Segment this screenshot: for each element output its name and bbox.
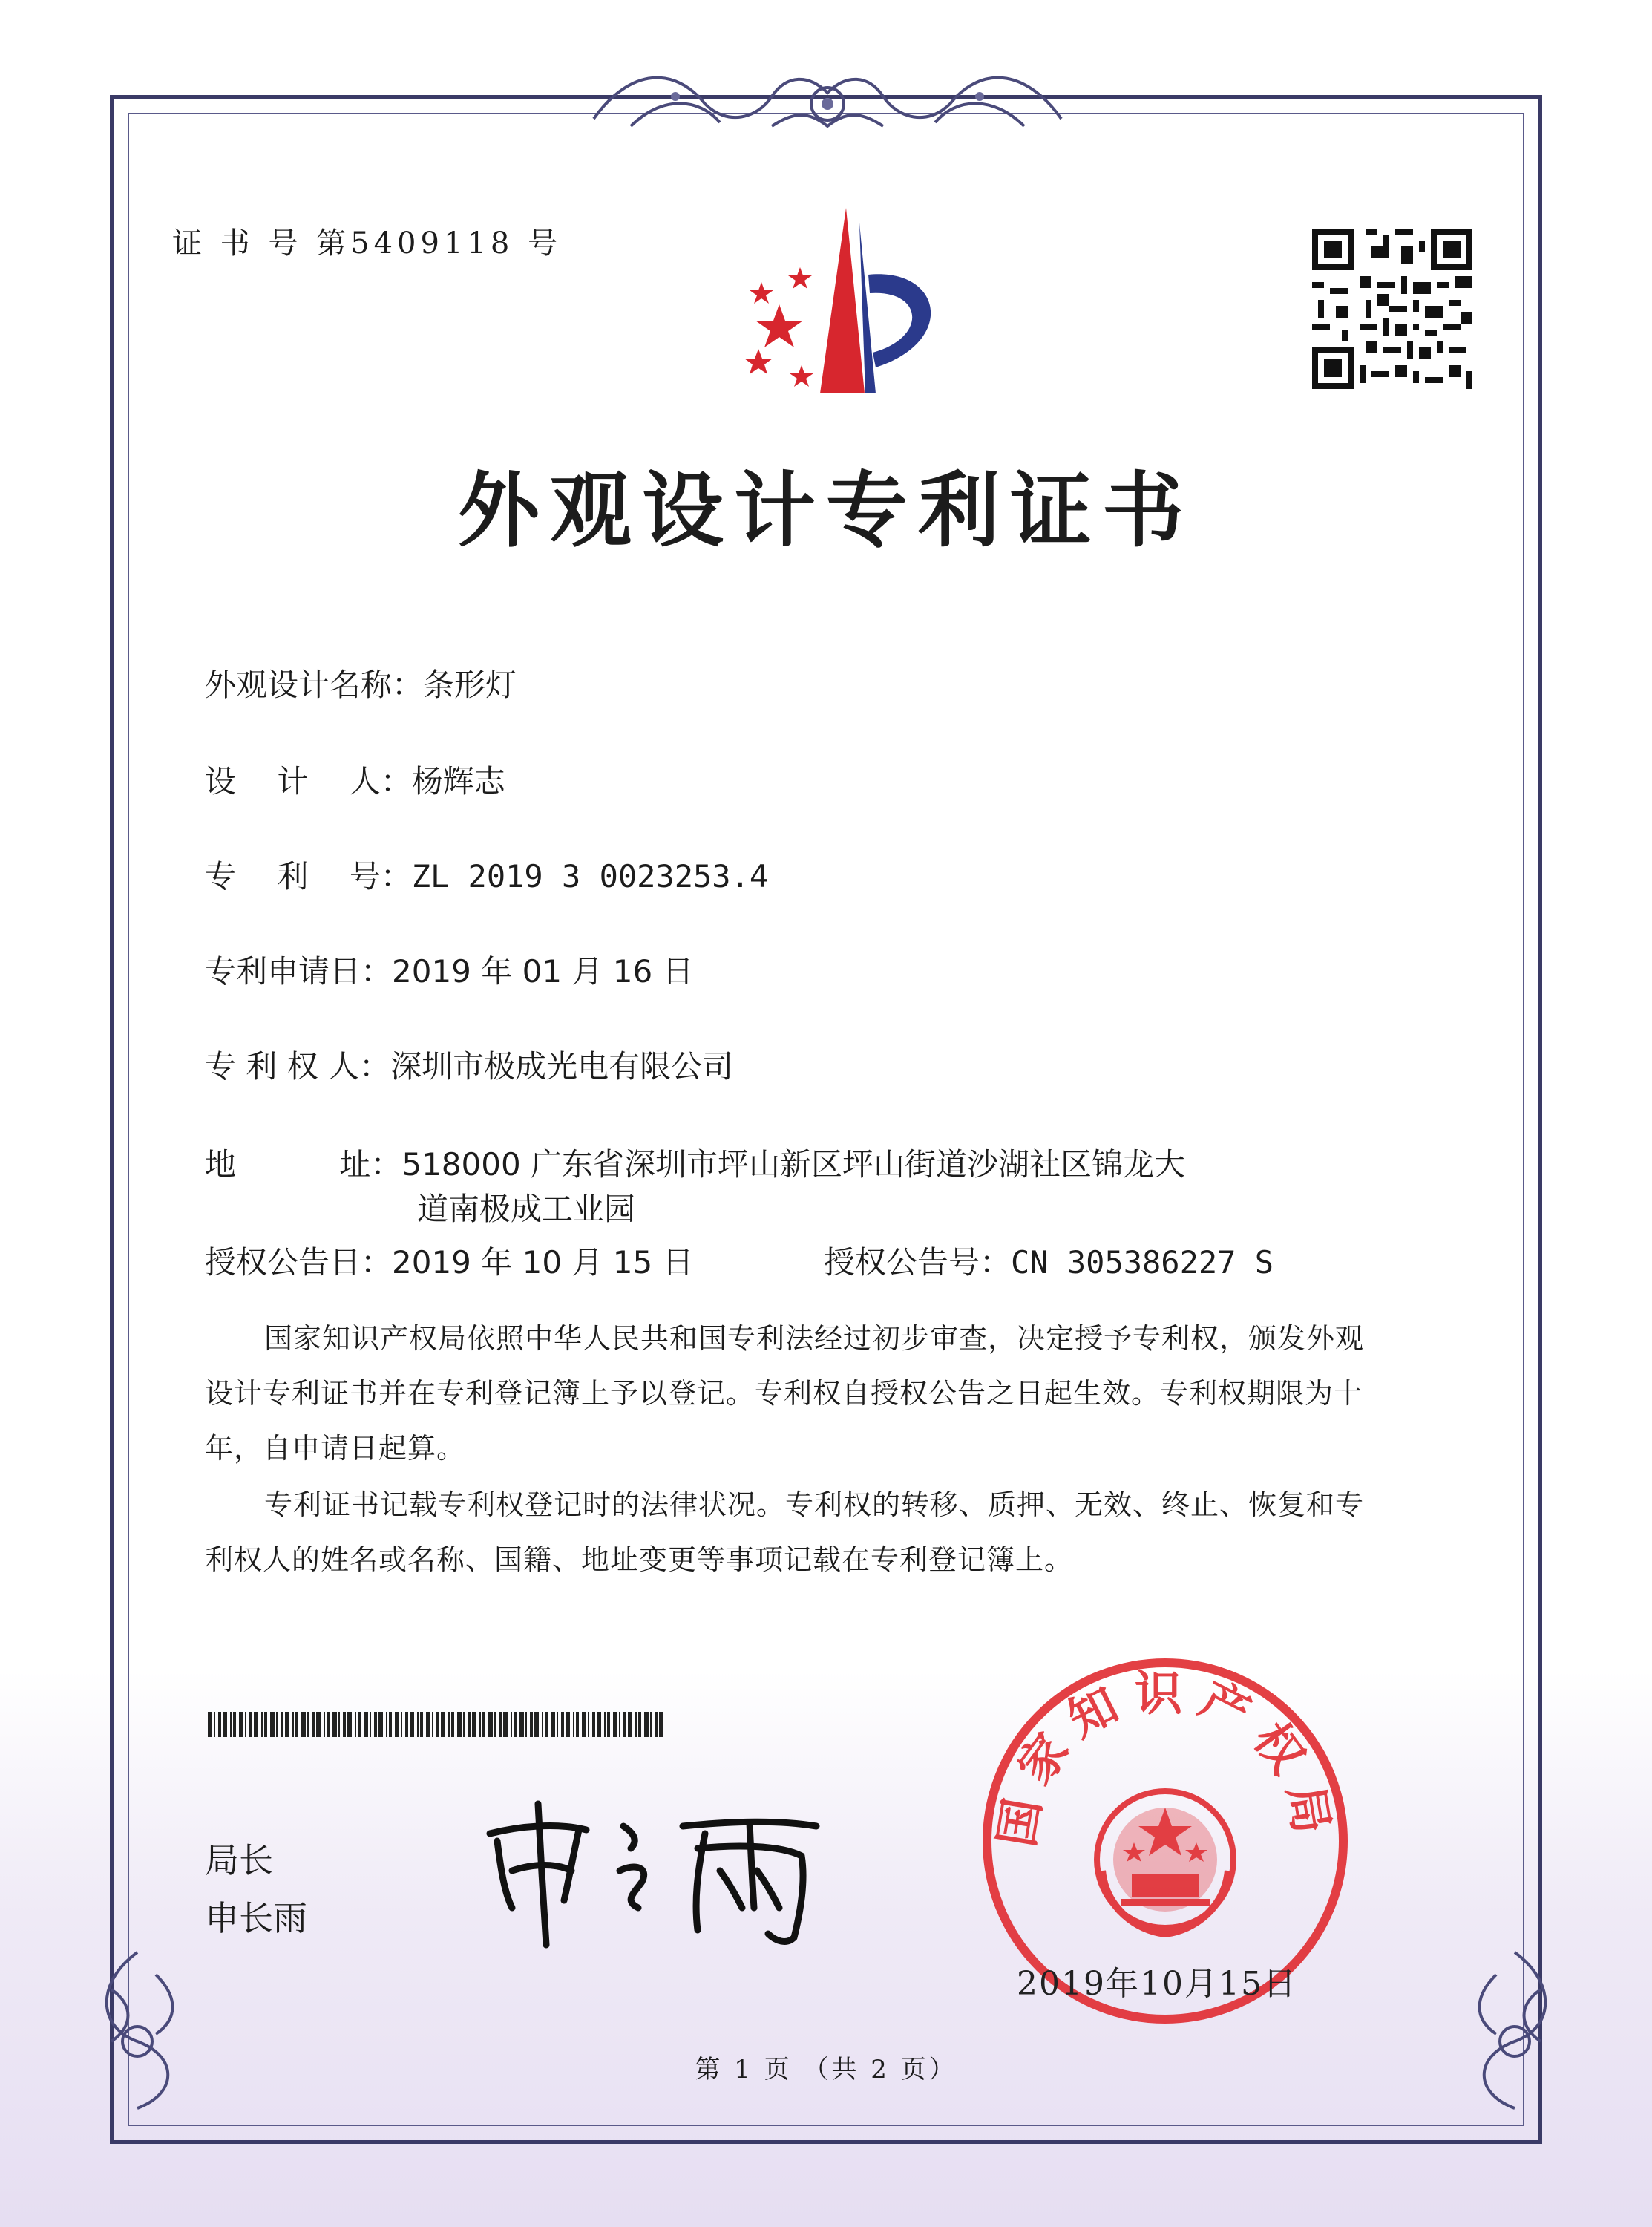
- designer-value: 杨辉志: [411, 763, 505, 799]
- application-date-label: 专利申请日：: [205, 953, 393, 990]
- body-paragraph-1: [205, 1311, 1459, 1476]
- address-value-line1: 518000 广东省深圳市坪山新区坪山街道沙湖社区锦龙大: [401, 1146, 1186, 1183]
- page-number: 第 1 页 （共 2 页）: [695, 2055, 957, 2084]
- certificate-title: 外观设计专利证书: [458, 463, 1194, 558]
- bottom-right-ornament-icon: [1459, 1945, 1570, 2116]
- barcode-icon: [208, 1712, 668, 1737]
- qr-code-icon: [1306, 223, 1478, 395]
- field-designer: [205, 757, 505, 802]
- address-label: 地 址：: [205, 1146, 402, 1183]
- top-ornament-icon: [586, 52, 1069, 148]
- field-design-name: [205, 661, 517, 705]
- patent-no-value: ZL 2019 3 0023253.4: [411, 858, 769, 895]
- field-address: [205, 1140, 1185, 1185]
- grant-no-label: 授权公告号：: [824, 1244, 1012, 1281]
- field-grant-date: [205, 1238, 694, 1283]
- body-paragraph-2-line-2: 利权人的姓名或名称、国籍、地址变更等事项记载在专利登记簿上。: [205, 1543, 1074, 1576]
- chief-name: 申长雨: [205, 1898, 307, 1938]
- grant-no-value: CN 305386227 S: [1011, 1244, 1274, 1281]
- certificate-number: 证 书 号 第5409118 号: [172, 226, 563, 261]
- body-paragraph-1-line-3: 年，自申请日起算。: [205, 1432, 466, 1465]
- field-patentee: [205, 1042, 733, 1087]
- seal-text: 国家知识产权局: [989, 1667, 1341, 1851]
- patent-office-emblem-icon: [690, 193, 972, 416]
- handwritten-signature: [475, 1789, 831, 1952]
- design-name-value: 条形灯: [423, 667, 517, 703]
- field-patent-no: [205, 852, 768, 897]
- address-value-line2: 道南极成工业园: [417, 1191, 636, 1227]
- chief-title: 局长: [205, 1840, 273, 1880]
- body-paragraph-1-line-2: 设计专利证书并在专利登记簿上予以登记。专利权自授权公告之日起生效。专利权期限为十: [205, 1377, 1363, 1410]
- bottom-left-ornament-icon: [82, 1945, 193, 2116]
- patentee-value: 深圳市极成光电有限公司: [390, 1048, 734, 1085]
- body-paragraph-2-line-1: 专利证书记载专利权登记时的法律状况。专利权的转移、质押、无效、终止、恢复和专: [264, 1488, 1365, 1521]
- body-paragraph-1-line-1: 国家知识产权局依照中华人民共和国专利法经过初步审查，决定授予专利权，颁发外观: [264, 1322, 1365, 1355]
- application-date-value: 2019 年 01 月 16 日: [392, 953, 694, 990]
- national-emblem-icon: [1097, 1791, 1233, 1934]
- patent-no-label: 专 利 号：: [205, 858, 412, 895]
- field-address-line2: [417, 1185, 635, 1229]
- grant-date-label: 授权公告日：: [205, 1244, 393, 1281]
- designer-label: 设 计 人：: [205, 763, 412, 799]
- patentee-label: 专 利 权 人：: [205, 1048, 391, 1085]
- seal-date: 2019年10月15日: [1017, 1965, 1297, 2003]
- design-name-label: 外观设计名称：: [205, 667, 424, 703]
- grant-date-value: 2019 年 10 月 15 日: [392, 1244, 694, 1281]
- field-grant-no: [824, 1238, 1274, 1283]
- field-application-date: [205, 947, 694, 992]
- body-paragraph-2: [205, 1477, 1459, 1587]
